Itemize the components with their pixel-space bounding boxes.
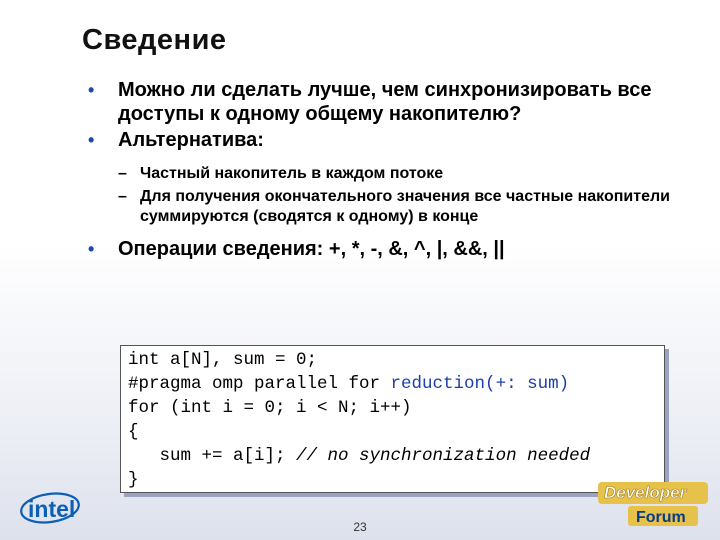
code-comment: // no synchronization needed [296,446,591,466]
forum-logo-top-text: Developer [604,483,687,502]
bullet-dot-icon: • [88,130,95,150]
forum-logo-bottom-text: Forum [636,509,686,526]
slide-title: Сведение [82,24,227,56]
dash-icon: – [118,165,127,182]
bullet-item [88,78,698,126]
sub-bullet-item [118,164,698,184]
sub-bullet-text: Частный накопитель в каждом потоке [140,165,444,182]
bullet-item [88,128,698,152]
bullet-list [88,78,698,263]
sub-bullet-item [118,187,698,227]
code-text: sum += a[i]; [128,446,297,466]
code-line: int a[N], sum = 0; [128,350,318,370]
code-block [120,345,665,493]
code-line [128,444,664,468]
bullet-text: Можно ли сделать лучше, чем синхронизировать все доступы к одному общему накопителю? [118,79,652,125]
page-number: 23 [353,520,367,534]
sub-bullet-list [118,164,698,227]
code-line: { [128,422,139,442]
bullet-item [88,237,698,261]
sub-bullet-text: Для получения окончательного значения все частные накопители суммируются (сводятся к одному) в конце [140,188,670,225]
code-keyword: reduction(+: sum) [390,374,570,394]
bullet-text: Альтернатива: [118,129,264,151]
code-line: } [128,470,139,490]
bullet-text: Операции сведения: +, *, -, &, ^, |, &&, || [118,238,505,260]
code-line [128,372,664,396]
code-text: #pragma omp parallel for [128,374,391,394]
dash-icon: – [118,188,127,205]
code-line: for (int i = 0; i < N; i++) [128,398,412,418]
intel-logo-text: intel [28,496,76,522]
bullet-dot-icon: • [88,80,95,100]
bullet-dot-icon: • [88,239,95,259]
